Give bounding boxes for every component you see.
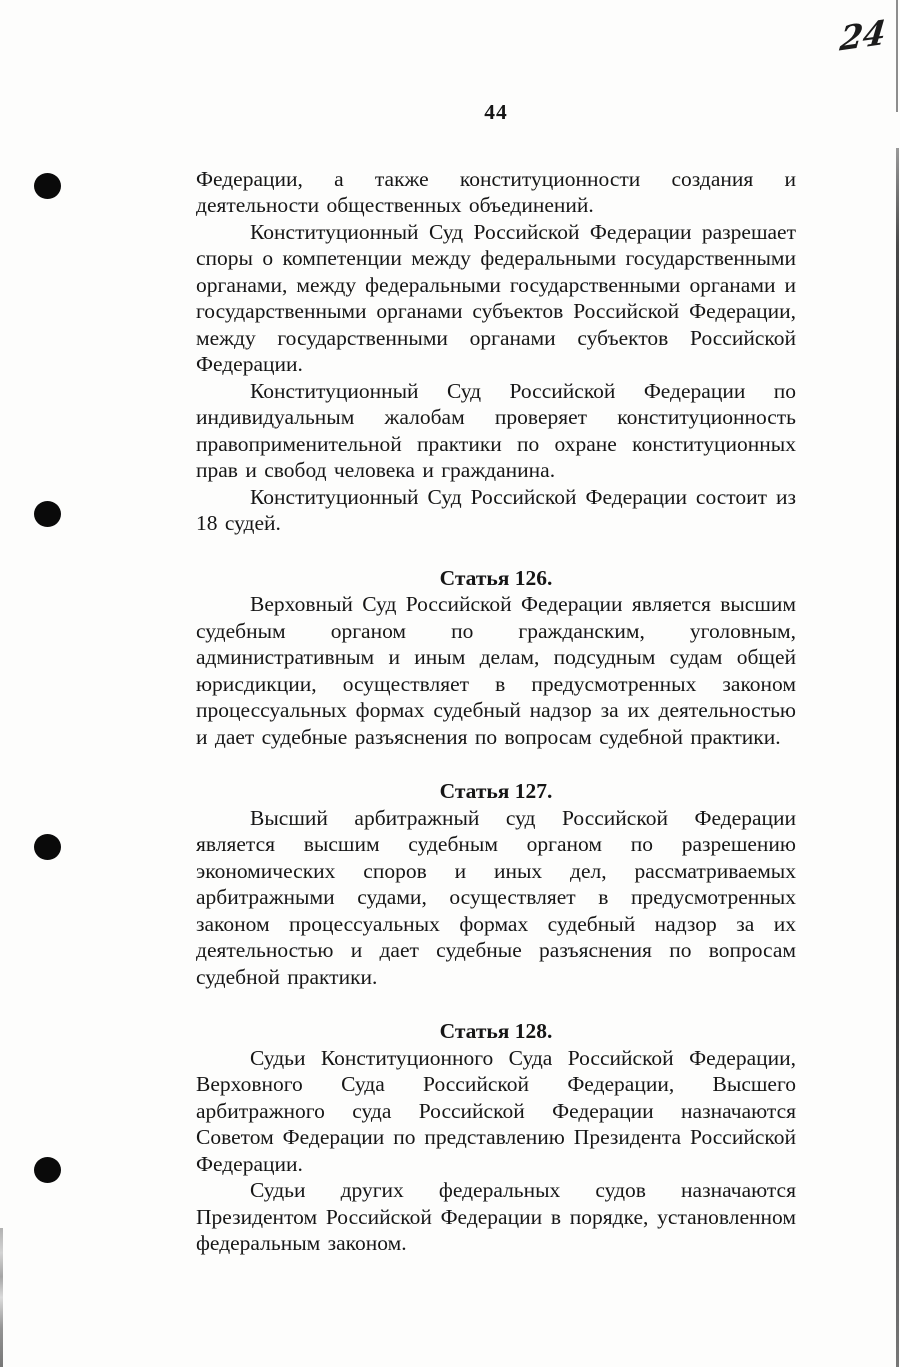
article-126-heading: Статья 126. (439, 565, 553, 590)
scan-edge-artifact-left (0, 1228, 3, 1367)
paragraph-article-127: Высший арбитражный суд Российской Федерации является высшим судебным органом по разрешению экономических споров и иных дел, рассматриваемых арбитражными судами, осуществляет в предусмотренных законом процессуальных формах судебный надзор за их деятельностью и дает судебные разъяснения по вопросам судебной практики. (196, 805, 796, 989)
document-body (196, 0, 796, 1257)
punch-hole-mark (34, 173, 61, 199)
paragraph-continuation: Федерации, а также конституционности создания и деятельности общественных объединений. (196, 166, 796, 217)
punch-hole-mark (34, 834, 61, 860)
page-number: 44 (484, 100, 508, 124)
scan-edge-artifact-right (896, 148, 899, 1367)
punch-hole-mark (34, 501, 61, 527)
paragraph-article-126: Верховный Суд Российской Федерации является высшим судебным органом по гражданским, уголовным, административным и иным делам, подсудным судам общей юрисдикции, осуществляет в предусмотренных законом процессуальных формах судебный надзор за их деятельностью и дает судебные разъяснения по вопросам судебной практики. (196, 592, 796, 749)
paragraph-constitutional-court-judges-count: Конституционный Суд Российской Федерации состоит из 18 судей. (196, 484, 796, 535)
handwritten-page-note: 24 (838, 12, 888, 59)
paragraph-article-128-other-judges: Судьи других федеральных судов назначаются Президентом Российской Федерации в порядке, установленном федеральным законом. (196, 1178, 796, 1255)
article-128-heading: Статья 128. (439, 1019, 553, 1043)
scan-edge-artifact-right-top (896, 0, 898, 112)
punch-hole-mark (34, 1157, 61, 1183)
paragraph-constitutional-court-disputes: Конституционный Суд Российской Федерации разрешает споры о компетенции между федеральными государственными органами, между федеральными государственными органами и государственными органами субъектов Российской Федерации, между государственными органами субъектов Российской Федерации. (196, 219, 796, 376)
paragraph-article-128-appointment: Судьи Конституционного Суда Российской Федерации, Верховного Суда Российской Федерации, Высшего арбитражного суда Российской Федерации назначаются Советом Федерации по представлению Президента Российской Федерации. (196, 1045, 796, 1176)
paragraph-constitutional-court-complaints: Конституционный Суд Российской Федерации по индивидуальным жалобам проверяет конституционность правоприменительной практики по охране конституционных прав и свобод человека и гражданина. (196, 378, 796, 482)
article-127-heading: Статья 127. (439, 779, 553, 803)
